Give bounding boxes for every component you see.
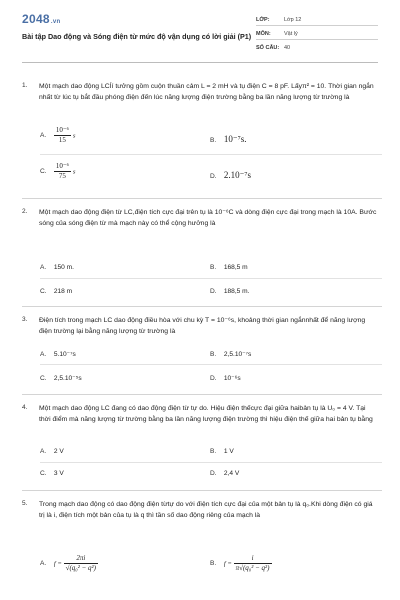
numerator: 10⁻⁶ bbox=[55, 162, 69, 170]
question-text: Một mạch dao động LCÍí tưởng gồm cuộn thuần cảm L = 2 mH và tụ điện C = 8 pF. Lấyπ² = 10. Thời gian ngắn nhất từ lúc tụ bắt đầu phóng điện đến lúc năng lượng điện trường bằng ba lần năng lượng từ trường là bbox=[39, 83, 374, 101]
option-b[interactable] bbox=[210, 264, 248, 271]
option-c[interactable] bbox=[40, 162, 75, 181]
option-b[interactable] bbox=[210, 350, 251, 358]
option-value: 10⁻⁷s. bbox=[223, 134, 247, 144]
fraction bbox=[64, 554, 98, 573]
option-label: A. bbox=[40, 132, 47, 140]
option-label: B. bbox=[210, 264, 217, 271]
option-label: D. bbox=[210, 173, 217, 180]
option-b[interactable] bbox=[210, 554, 272, 573]
formula-lhs: f = bbox=[53, 560, 62, 568]
unit: s bbox=[72, 168, 76, 176]
option-label: B. bbox=[210, 448, 217, 455]
denominator: π√(q₀² − q²) bbox=[235, 564, 270, 572]
meta-key: MÔN: bbox=[256, 31, 271, 37]
option-d[interactable] bbox=[210, 470, 239, 477]
meta-value: Vật lý bbox=[284, 31, 298, 37]
option-value: 188,5 m. bbox=[223, 288, 250, 295]
option-divider bbox=[40, 364, 382, 365]
option-c[interactable] bbox=[40, 374, 82, 382]
option-d[interactable] bbox=[210, 288, 250, 295]
fraction bbox=[54, 126, 71, 145]
option-label: B. bbox=[210, 137, 217, 144]
option-a[interactable] bbox=[40, 350, 76, 358]
numerator: 10⁻⁶ bbox=[55, 126, 69, 134]
meta-key: LỚP: bbox=[256, 17, 270, 23]
question-text: Trong mạch dao động có dao động điện từtự do với điện tích cực đại của một bản tụ là q₀.Khi dòng điện có giá trị là i, điện tích một bản của tụ là q thì tần số dao động riêng của mạch là bbox=[39, 501, 373, 519]
option-value: 2,5.10⁻⁷s bbox=[223, 351, 252, 358]
question-divider bbox=[22, 490, 382, 491]
question-number: 5. bbox=[22, 500, 28, 507]
meta-value: Lớp 12 bbox=[284, 17, 302, 23]
option-label: C. bbox=[40, 288, 47, 295]
question-divider bbox=[22, 306, 382, 307]
logo-suffix: .vn bbox=[50, 19, 61, 25]
option-value: 2,4 V bbox=[223, 470, 240, 477]
option-divider bbox=[40, 154, 382, 155]
question-text: Một mạch dao động điện từ LC,điện tích cực đại trên tụ là 10⁻⁶C và dòng điện cực đại trong mạch là 10A. Bước sóng của sóng điện từ mà mạch này có thể cộng hưởng là bbox=[39, 209, 377, 227]
question-number: 1. bbox=[22, 82, 28, 89]
meta-key: SỐ CÂU: bbox=[256, 45, 280, 51]
option-d[interactable] bbox=[210, 374, 241, 382]
header-divider bbox=[22, 62, 378, 63]
option-label: C. bbox=[40, 168, 47, 176]
option-value: 3 V bbox=[53, 470, 64, 477]
option-label: C. bbox=[40, 470, 47, 477]
option-c[interactable] bbox=[40, 288, 72, 295]
unit: s bbox=[72, 132, 76, 140]
option-label: A. bbox=[40, 448, 47, 455]
meta-divider bbox=[256, 25, 378, 26]
fraction bbox=[54, 162, 71, 181]
numerator: i bbox=[234, 554, 272, 564]
question-number: 3. bbox=[22, 316, 28, 323]
option-divider bbox=[40, 278, 382, 279]
question-number: 2. bbox=[22, 208, 28, 215]
option-value: 1 V bbox=[223, 448, 234, 455]
logo-text: 2048 bbox=[22, 12, 50, 26]
numerator: 2πi bbox=[64, 554, 98, 564]
option-b[interactable] bbox=[210, 448, 234, 455]
option-label: D. bbox=[210, 470, 217, 477]
option-value: 2 V bbox=[53, 448, 64, 455]
option-label: C. bbox=[40, 375, 47, 382]
option-value: 5.10⁻⁷s bbox=[53, 351, 76, 358]
denominator: √(q₀² − q²) bbox=[65, 564, 96, 572]
document-title: Bài tập Dao động và Sóng điện từ mức độ vận dụng có lời giải (P1) bbox=[22, 32, 252, 41]
option-d[interactable] bbox=[210, 170, 251, 181]
option-value: 168,5 m bbox=[223, 264, 248, 271]
question-divider bbox=[22, 394, 382, 395]
option-divider bbox=[40, 462, 382, 463]
option-value: 2.10⁻⁷s bbox=[223, 170, 251, 180]
option-value: 10⁻⁶s bbox=[223, 375, 241, 382]
question-number: 4. bbox=[22, 404, 28, 411]
site-logo[interactable] bbox=[22, 12, 60, 26]
option-b[interactable] bbox=[210, 134, 246, 145]
option-a[interactable] bbox=[40, 126, 75, 145]
option-c[interactable] bbox=[40, 470, 64, 477]
fraction bbox=[234, 554, 272, 573]
option-a[interactable] bbox=[40, 554, 98, 573]
meta-value: 40 bbox=[284, 45, 291, 51]
meta-divider bbox=[256, 39, 378, 40]
option-a[interactable] bbox=[40, 264, 74, 271]
option-value: 218 m bbox=[53, 288, 73, 295]
question-text: Một mạch dao động LC đang có dao động điện từ tự do. Hiệu điện thếcực đại giữa haibản tụ là U₀ = 4 V. Tại thời điểm mà năng lượng từ trường bằng ba lần năng lượng điện trường thì hiệu điện thế giữa hai bản tụ bằng bbox=[39, 405, 373, 423]
option-label: A. bbox=[40, 560, 47, 568]
option-value: 150 m. bbox=[53, 264, 75, 271]
formula-lhs: f = bbox=[223, 560, 232, 568]
question-text: Điện tích trong mạch LC dao động điều hòa với chu kỳ T = 10⁻⁶s, khoảng thời gian ngắnnhất để năng lượng điện trường lại bằng năng lượng từ trường là bbox=[39, 317, 366, 335]
denominator: 75 bbox=[58, 172, 66, 180]
option-label: B. bbox=[210, 351, 217, 358]
denominator: 15 bbox=[58, 136, 66, 144]
option-label: A. bbox=[40, 264, 47, 271]
option-label: B. bbox=[210, 560, 217, 568]
option-value: 2,5.10⁻⁵s bbox=[53, 375, 82, 382]
option-label: D. bbox=[210, 375, 217, 382]
question-divider bbox=[22, 198, 382, 199]
option-label: D. bbox=[210, 288, 217, 295]
option-a[interactable] bbox=[40, 448, 64, 455]
option-label: A. bbox=[40, 351, 47, 358]
